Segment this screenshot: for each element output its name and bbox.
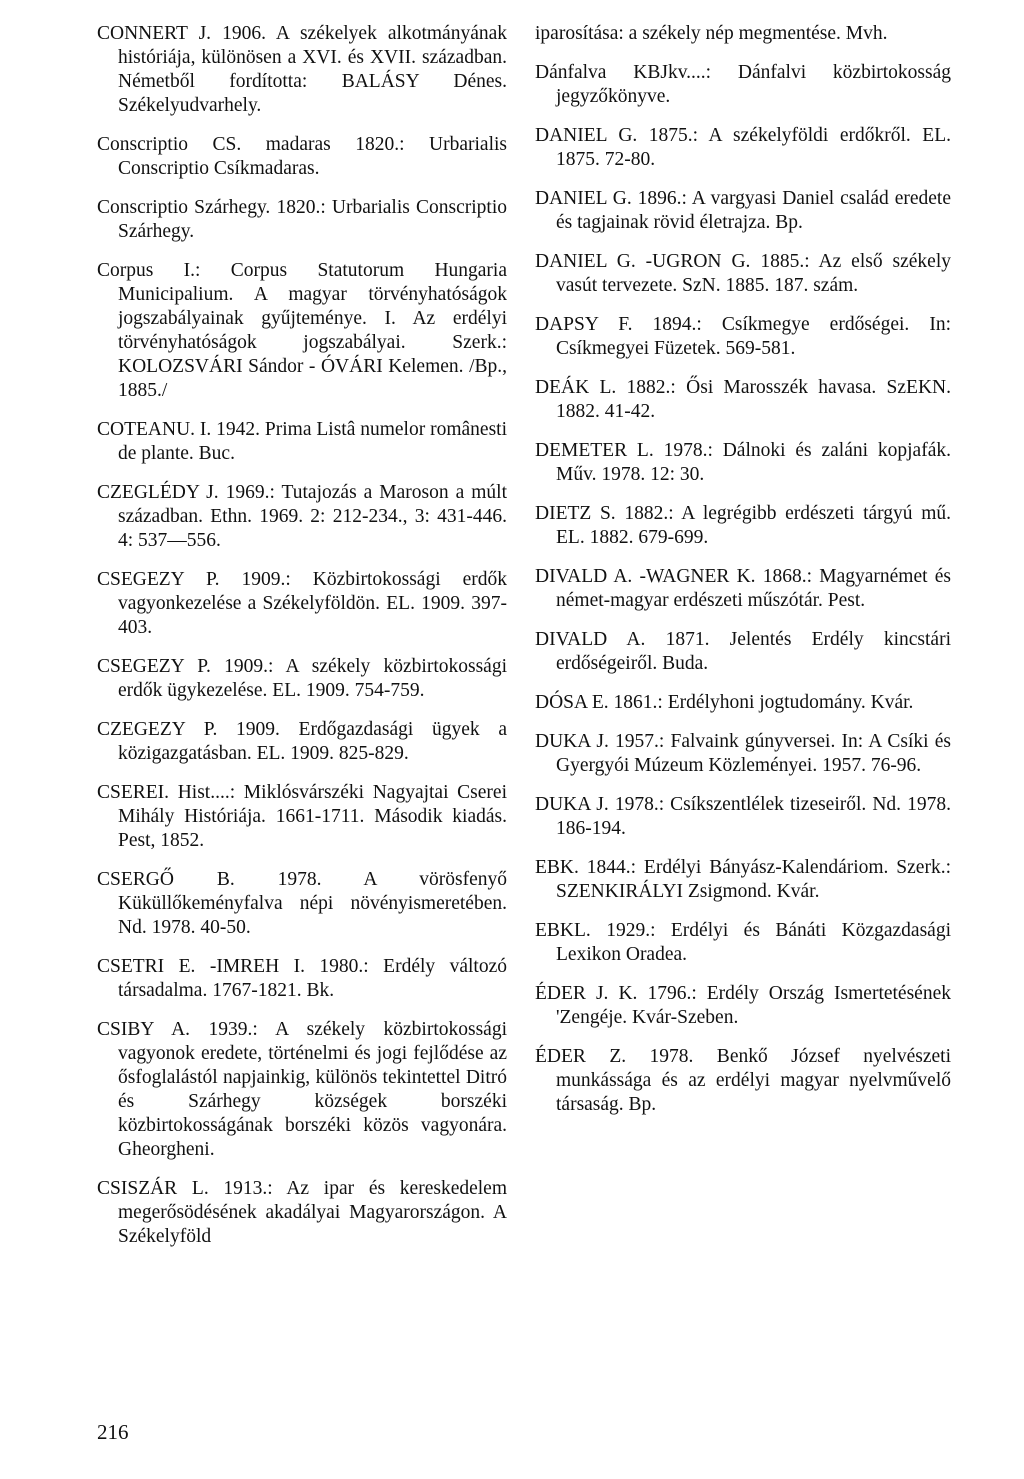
bibliography-entry: DUKA J. 1957.: Falvaink gúnyversei. In: A Csíki és Gyergyói Múzeum Közleményei. 1957. 76-96. [535, 731, 951, 776]
bibliography-entry: DÓSA E. 1861.: Erdélyhoni jogtudomány. Kvár. [535, 692, 914, 713]
bibliography-entry: ÉDER J. K. 1796.: Erdély Ország Ismertetésének 'Zengéje. Kvár-Szeben. [535, 983, 951, 1028]
bibliography-entry: CONNERT J. 1906. A székelyek alkotmányának históriája, különösen a XVI. és XVII. században. Németből fordította: BALÁSY Dénes. Székelyudvarhely. [97, 23, 507, 116]
bibliography-entry: DEÁK L. 1882.: Ősi Marosszék havasa. SzEKN. 1882. 41-42. [535, 377, 951, 422]
bibliography-entry: DIVALD A. -WAGNER K. 1868.: Magyarnémet és német-magyar erdészeti műszótár. Pest. [535, 566, 951, 611]
bibliography-entry: CSISZÁR L. 1913.: Az ipar és kereskedelem megerősödésének akadályai Magyarországon. A Székelyföld [97, 1178, 507, 1247]
bibliography-entry: Corpus I.: Corpus Statutorum Hungaria Municipalium. A magyar törvényhatóságok jogszabályainak gyűjteménye. I. Az erdélyi törvényhatóságok jogszabályai. Szerk.: KOLOZSVÁRI Sándor - ÓVÁRI Kelemen. /Bp., 1885./ [97, 260, 507, 401]
bibliography-entry: DUKA J. 1978.: Csíkszentlélek tizeseiről. Nd. 1978. 186-194. [535, 794, 951, 839]
bibliography-entry: EBKL. 1929.: Erdélyi és Bánáti Közgazdasági Lexikon Oradea. [535, 920, 951, 965]
bibliography-entry: CZEGLÉDY J. 1969.: Tutajozás a Maroson a múlt században. Ethn. 1969. 2: 212-234., 3: 431-446. 4: 537—556. [97, 482, 507, 551]
bibliography-entry: DEMETER L. 1978.: Dálnoki és zaláni kopjafák. Műv. 1978. 12: 30. [535, 440, 951, 485]
bibliography-entry: Dánfalva KBJkv....: Dánfalvi közbirtokosság jegyzőkönyve. [535, 62, 951, 107]
bibliography-entry: CSERGŐ B. 1978. A vörösfenyő Küküllőkeményfalva népi növényismeretében. Nd. 1978. 40-50. [97, 869, 507, 938]
bibliography-entry: DAPSY F. 1894.: Csíkmegye erdőségei. In: Csíkmegyei Füzetek. 569-581. [535, 314, 951, 359]
right-column [535, 22, 951, 1132]
bibliography-entry: Conscriptio Szárhegy. 1820.: Urbarialis Conscriptio Szárhegy. [97, 197, 507, 242]
bibliography-entry: DANIEL G. 1875.: A székelyföldi erdőkről. EL. 1875. 72-80. [535, 125, 951, 170]
bibliography-entry: CSIBY A. 1939.: A székely közbirtokossági vagyonok eredete, történelmi és jogi fejlődése az ősfoglalástól napjainkig, különös tekintettel Ditró és Szárhegy községek borszéki közbirtokosságának borszéki közös vagyonára. Gheorgheni. [97, 1019, 507, 1160]
bibliography-entry: COTEANU. I. 1942. Prima Listâ numelor românesti de plante. Buc. [97, 419, 507, 464]
bibliography-entry: CSEREI. Hist....: Miklósvárszéki Nagyajtai Cserei Mihály Históriája. 1661-1711. Második kiadás. Pest, 1852. [97, 782, 507, 851]
bibliography-entry: CSETRI E. -IMREH I. 1980.: Erdély változó társadalma. 1767-1821. Bk. [97, 956, 507, 1001]
bibliography-entry: CSEGEZY P. 1909.: A székely közbirtokossági erdők ügykezelése. EL. 1909. 754-759. [97, 656, 507, 701]
bibliography-entry: DANIEL G. 1896.: A vargyasi Daniel család eredete és tagjainak rövid életrajza. Bp. [535, 188, 951, 233]
page-number: 216 [97, 1420, 129, 1444]
bibliography-entry: Conscriptio CS. madaras 1820.: Urbarialis Conscriptio Csíkmadaras. [97, 134, 507, 179]
bibliography-entry: EBK. 1844.: Erdélyi Bányász-Kalendáriom. Szerk.: SZENKIRÁLYI Zsigmond. Kvár. [535, 857, 951, 902]
bibliography-entry: ÉDER Z. 1978. Benkő József nyelvészeti munkássága és az erdélyi magyar nyelvművelő társaság. Bp. [535, 1046, 951, 1115]
bibliography-entry: CZEGEZY P. 1909. Erdőgazdasági ügyek a közigazgatásban. EL. 1909. 825-829. [97, 719, 507, 764]
bibliography-entry: DANIEL G. -UGRON G. 1885.: Az első székely vasút tervezete. SzN. 1885. 187. szám. [535, 251, 951, 296]
bibliography-entry: DIETZ S. 1882.: A legrégibb erdészeti tárgyú mű. EL. 1882. 679-699. [535, 503, 951, 548]
bibliography-entry: DIVALD A. 1871. Jelentés Erdély kincstári erdőségeiről. Buda. [535, 629, 951, 674]
left-column [97, 22, 507, 1264]
bibliography-entry: CSEGEZY P. 1909.: Közbirtokossági erdők vagyonkezelése a Székelyföldön. EL. 1909. 397-403. [97, 569, 507, 638]
bibliography-entry: iparosítása: a székely nép megmentése. Mvh. [535, 23, 888, 44]
